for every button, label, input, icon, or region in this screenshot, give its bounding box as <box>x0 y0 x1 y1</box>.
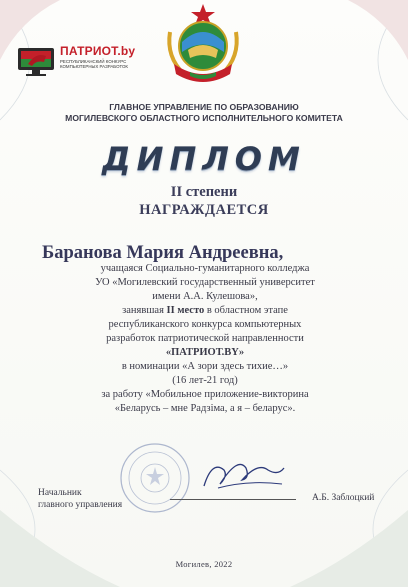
issuer-line-2: МОГИЛЕВСКОГО ОБЛАСТНОГО ИСПОЛНИТЕЛЬНОГО КОМИТЕТА <box>65 113 343 123</box>
issuer-line-1: ГЛАВНОЕ УПРАВЛЕНИЕ ПО ОБРАЗОВАНИЮ <box>109 102 299 112</box>
logo-subtitle: РЕСПУБЛИКАНСКИЙ КОНКУРС КОМПЬЮТЕРНЫХ РАЗРАБОТОК <box>60 59 128 69</box>
age-group: (16 лет-21 год) <box>172 375 238 386</box>
patriot-logo <box>16 40 146 84</box>
document-title: ДИПЛОМ <box>102 140 306 178</box>
belarus-emblem <box>160 2 246 88</box>
body-line: республиканского конкурса компьютерных <box>108 319 302 330</box>
contest-name: «ПАТРИОТ.BY» <box>165 347 245 358</box>
signatory-position: Начальник главного управления <box>38 488 123 510</box>
signature-line <box>170 499 296 500</box>
body-line: имени А.А. Кулешова», <box>152 291 258 302</box>
body-line-place <box>30 304 380 318</box>
body-line: учащаяся Социально-гуманитарного колледжа <box>100 263 310 274</box>
diploma-body <box>30 262 380 416</box>
awarded-label: НАГРАЖДАЕТСЯ <box>139 202 269 218</box>
recipient-name: Баранова Мария Андреевна, <box>42 243 284 263</box>
city-year: Могилев, 2022 <box>175 559 233 569</box>
body-line: разработок патриотической направленности <box>106 333 304 344</box>
place-suffix: в областном этапе <box>206 305 288 316</box>
degree-label: II степени <box>170 184 238 200</box>
place-prefix: занявшая <box>122 305 164 316</box>
signatory-name: А.Б. Заблоцкий <box>312 493 375 503</box>
work-title-line: за работу «Мобильное приложение-викторина <box>101 389 309 400</box>
place-value: II место <box>166 305 205 316</box>
computer-monitor-icon <box>16 42 58 78</box>
nomination-line: в номинации «А зори здесь тихие…» <box>121 361 289 372</box>
handwritten-signature <box>198 450 290 494</box>
official-stamp <box>118 441 192 515</box>
body-line: УО «Могилевский государственный университет <box>95 277 315 288</box>
logo-name: ПАТРИОТ.by <box>60 44 136 58</box>
work-title-line: «Беларусь – мне Радзіма, а я – беларус». <box>114 403 296 414</box>
